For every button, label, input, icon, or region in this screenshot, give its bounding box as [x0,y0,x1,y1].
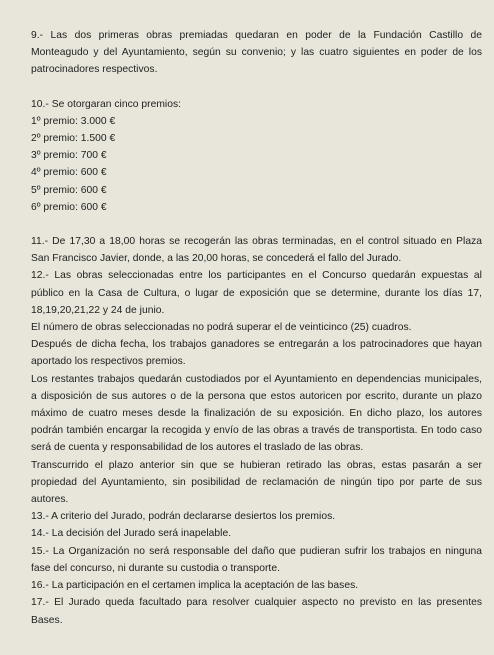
section-17-paragraph: 17.- El Jurado queda facultado para resolver cualquier aspecto no previsto en las presentes Bases. [31,597,482,626]
section-16-paragraph: 16.- La participación en el certamen implica la aceptación de las bases. [31,580,359,592]
section-12-paragraph: El número de obras seleccionadas no podrá superar el de veinticinco (25) cuadros. [31,322,412,334]
section-12-paragraph: Transcurrido el plazo anterior sin que se hubieran retirado las obras, estas pasarán a ser propiedad del Ayuntamiento, sin posibilidad de reclamación de ningún tipo por parte de sus autores. [31,459,482,506]
section-13-paragraph: 13.- A criterio del Jurado, podrán declararse desiertos los premios. [31,511,336,523]
section-9-paragraph: 9.- Las dos primeras obras premiadas quedaran en poder de la Fundación Castillo de Monteagudo y del Ayuntamiento, según su convenio; y las cuatro siguientes en poder de los patrocinadores respectivos. [31,30,482,76]
section-11-paragraph: 11.- De 17,30 a 18,00 horas se recogerán las obras terminadas, en el control situado en Plaza San Francisco Javier, donde, a las 20,00 horas, se concederá el fallo del Jurado. [31,236,482,265]
spacer [31,216,482,233]
prize-item: 2º premio: 1.500 € [31,133,116,145]
spacer [31,79,482,96]
prize-item: 6º premio: 600 € [31,201,107,213]
bases-document [31,27,482,629]
section-10-heading: 10.- Se otorgaran cinco premios: [31,98,182,110]
prize-item: 4º premio: 600 € [31,167,107,179]
prize-item: 3º premio: 700 € [31,150,107,162]
prize-item: 5º premio: 600 € [31,184,107,196]
prize-item: 1º premio: 3.000 € [31,115,116,127]
section-12-paragraph: Los restantes trabajos quedarán custodiados por el Ayuntamiento en dependencias municipales, a disposición de sus autores o de la persona que estos autoricen por escrito, durante un plazo máximo de cuatro meses desde la finalización de su exposición. En dicho plazo, los autores podrán también encargar la recogida y envío de las obras a través de transportista. En todo caso será de cuenta y responsabilidad de los autores el traslado de las obras. [31,373,482,454]
section-12-paragraph: 12.- Las obras seleccionadas entre los participantes en el Concurso quedarán expuestas al público en la Casa de Cultura, o lugar de exposición que se determine, durante los días 17, 18,19,20,21,22 y 24 de junio. [31,270,482,316]
section-14-paragraph: 14.- La decisión del Jurado será inapelable. [31,528,232,540]
section-15-paragraph: 15.- La Organización no será responsable del daño que pudieran sufrir los trabajos en ninguna fase del concurso, ni durante su custodia o transporte. [31,545,482,574]
section-12-paragraph: Después de dicha fecha, los trabajos ganadores se entregarán a los patrocinadores que hayan aportado los respectivos premios. [31,339,482,368]
